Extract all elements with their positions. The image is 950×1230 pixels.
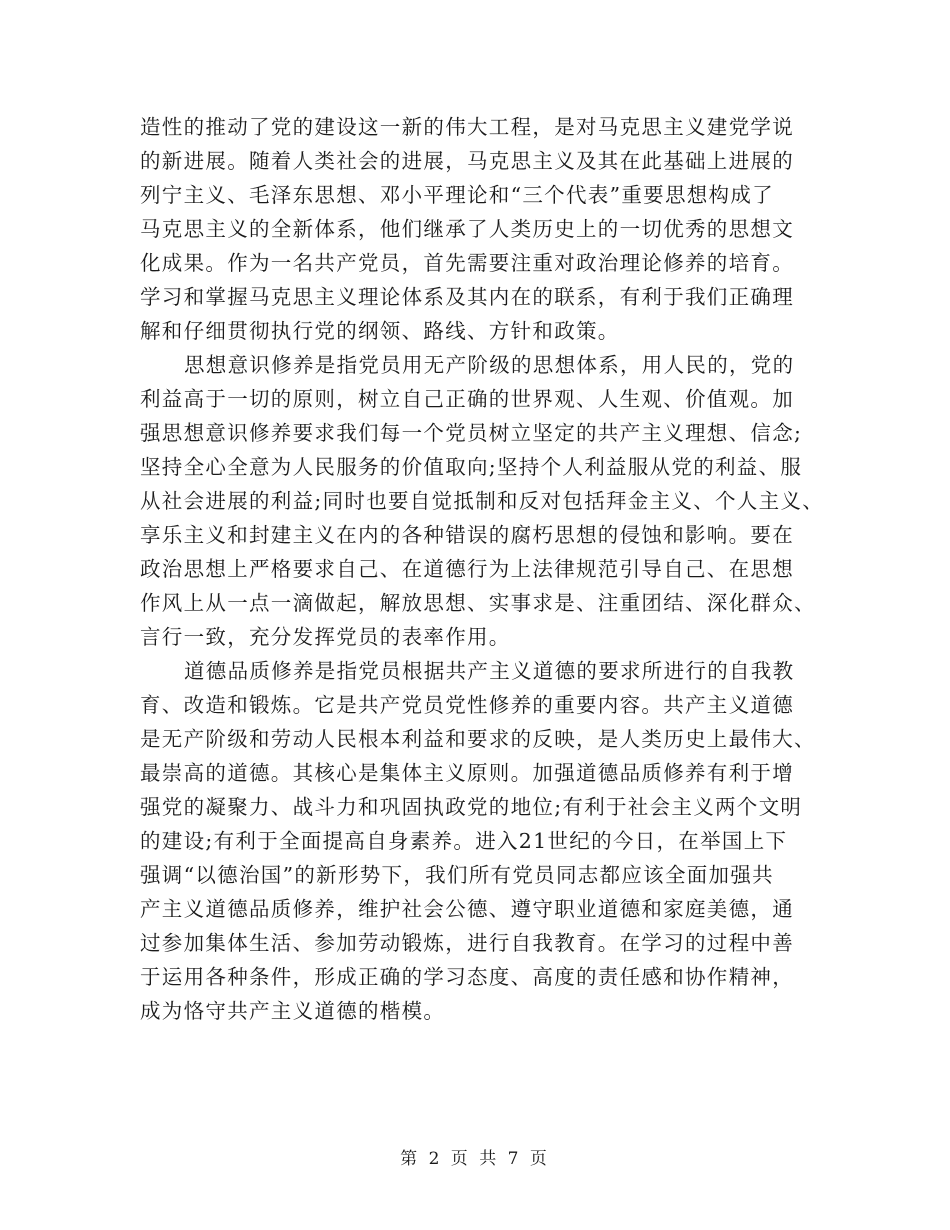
text-line: 解和仔细贯彻执行党的纲领、路线、方针和政策。	[140, 319, 620, 343]
text-line: 化成果。作为一名共产党员，首先需要注重对政治理论修养的培育。	[140, 251, 794, 275]
text-line: 马克思主义的全新体系，他们继承了人类历史上的一切优秀的思想文	[140, 217, 794, 241]
page-footer	[0, 1144, 950, 1169]
text-line: 过参加集体生活、参加劳动锻炼，进行自我教育。在学习的过程中善	[140, 931, 794, 955]
text-line: 列宁主义、毛泽东思想、邓小平理论和“三个代表”重要思想构成了	[140, 183, 774, 207]
paragraph-first-line: 思想意识修养是指党员用无产阶级的思想体系，用人民的，党的	[184, 353, 795, 377]
text-line: 最崇高的道德。其核心是集体主义原则。加强道德品质修养有利于增	[140, 761, 794, 785]
text-line: 利益高于一切的原则，树立自己正确的世界观、人生观、价值观。加	[140, 387, 794, 411]
text-line: 政治思想上严格要求自己、在道德行为上法律规范引导自己、在思想	[140, 557, 794, 581]
text-line: 的新进展。随着人类社会的进展，马克思主义及其在此基础上进展的	[140, 149, 794, 173]
text-line: 坚持全心全意为人民服务的价值取向;坚持个人利益服从党的利益、服	[140, 455, 803, 479]
text-line: 学习和掌握马克思主义理论体系及其内在的联系，有利于我们正确理	[140, 285, 794, 309]
text-line: 成为恪守共产主义道德的楷模。	[140, 999, 446, 1023]
text-line: 从社会进展的利益;同时也要自觉抵制和反对包括拜金主义、个人主义、	[140, 489, 825, 513]
text-line: 言行一致，充分发挥党员的表率作用。	[140, 625, 511, 649]
text-line: 享乐主义和封建主义在内的各种错误的腐朽思想的侵蚀和影响。要在	[140, 523, 794, 547]
page-number-label: 第 2 页 共 7 页	[400, 1149, 550, 1169]
paragraph-first-line: 道德品质修养是指党员根据共产主义道德的要求所进行的自我教	[184, 659, 795, 683]
text-line: 强党的凝聚力、战斗力和巩固执政党的地位;有利于社会主义两个文明	[140, 795, 803, 819]
text-line: 于运用各种条件，形成正确的学习态度、高度的责任感和协作精神，	[140, 965, 794, 989]
text-line: 作风上从一点一滴做起，解放思想、实事求是、注重团结、深化群众、	[140, 591, 816, 615]
text-line: 产主义道德品质修养，维护社会公德、遵守职业道德和家庭美德，通	[140, 897, 794, 921]
text-line: 造性的推动了党的建设这一新的伟大工程，是对马克思主义建党学说	[140, 115, 794, 139]
text-line: 育、改造和锻炼。它是共产党员党性修养的重要内容。共产主义道德	[140, 693, 794, 717]
text-line: 是无产阶级和劳动人民根本利益和要求的反映，是人类历史上最伟大、	[140, 727, 816, 751]
body-text	[140, 110, 840, 1028]
text-line: 强调“以德治国”的新形势下，我们所有党员同志都应该全面加强共	[140, 863, 774, 887]
text-line: 强思想意识修养要求我们每一个党员树立坚定的共产主义理想、信念;	[140, 421, 803, 445]
text-line: 的建设;有利于全面提高自身素养。进入21世纪的今日，在举国上下	[140, 829, 788, 853]
